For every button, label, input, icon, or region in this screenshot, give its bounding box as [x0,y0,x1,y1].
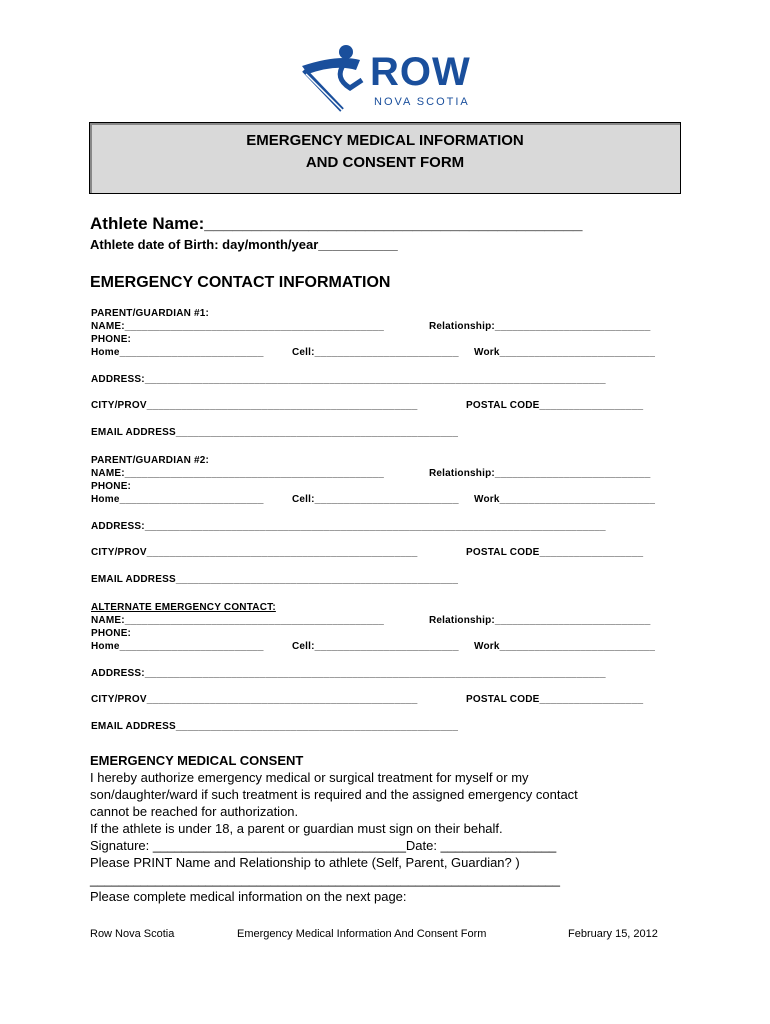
consent-text-line-3: cannot be reached for authorization. [90,804,299,819]
city-prov-field[interactable]: CITY/PROV_______________________________________________ [91,400,418,411]
footer-date: February 15, 2012 [568,928,658,940]
contact-heading: ALTERNATE EMERGENCY CONTACT: [91,602,276,613]
form-title-line-1: EMERGENCY MEDICAL INFORMATION [246,132,524,149]
form-title-line-2: AND CONSENT FORM [305,154,465,171]
print-name-instruction: Please PRINT Name and Relationship to athlete (Self, Parent, Guardian? ) [90,855,520,870]
city-prov-field[interactable]: CITY/PROV_______________________________________________ [91,547,418,558]
relationship-field[interactable]: Relationship:___________________________ [429,321,651,332]
signature-date-field[interactable]: Signature: ___________________________________Date: ________________ [90,838,557,853]
address-field[interactable]: ADDRESS:________________________________________________________________________________ [91,668,606,679]
contact-heading: PARENT/GUARDIAN #1: [91,308,210,319]
home-phone-field[interactable]: Home_________________________ [91,347,264,358]
email-field[interactable]: EMAIL ADDRESS_________________________________________________ [91,574,459,585]
footer-organization: Row Nova Scotia [90,928,175,940]
home-phone-field[interactable]: Home_________________________ [91,641,264,652]
name-field[interactable]: NAME:_____________________________________________ [91,468,385,479]
postal-code-field[interactable]: POSTAL CODE__________________ [466,694,644,705]
row-nova-scotia-logo [298,44,476,114]
form-title-box [89,122,681,194]
home-phone-field[interactable]: Home_________________________ [91,494,264,505]
consent-heading: EMERGENCY MEDICAL CONSENT [90,753,304,768]
name-field[interactable]: NAME:_____________________________________________ [91,321,385,332]
logo-subtitle: NOVA SCOTIA [374,96,470,108]
relationship-field[interactable]: Relationship:___________________________ [429,615,651,626]
cell-phone-field[interactable]: Cell:_________________________ [292,347,459,358]
phone-label: PHONE: [91,628,132,639]
consent-text-line-4: If the athlete is under 18, a parent or guardian must sign on their behalf. [90,821,503,836]
work-phone-field[interactable]: Work___________________________ [474,494,656,505]
footer-document-title: Emergency Medical Information And Consent Form [237,928,487,940]
name-field[interactable]: NAME:_____________________________________________ [91,615,385,626]
print-name-field[interactable]: _________________________________________________________________ [90,872,560,887]
consent-text-line-1: I hereby authorize emergency medical or surgical treatment for myself or my [90,770,529,785]
email-field[interactable]: EMAIL ADDRESS_________________________________________________ [91,721,459,732]
phone-label: PHONE: [91,334,132,345]
city-prov-field[interactable]: CITY/PROV_______________________________________________ [91,694,418,705]
address-field[interactable]: ADDRESS:________________________________________________________________________________ [91,374,606,385]
email-field[interactable]: EMAIL ADDRESS_________________________________________________ [91,427,459,438]
next-page-note: Please complete medical information on the next page: [90,889,407,904]
contact-heading: PARENT/GUARDIAN #2: [91,455,210,466]
emergency-contact-heading: EMERGENCY CONTACT INFORMATION [90,274,391,291]
cell-phone-field[interactable]: Cell:_________________________ [292,641,459,652]
phone-label: PHONE: [91,481,132,492]
relationship-field[interactable]: Relationship:___________________________ [429,468,651,479]
postal-code-field[interactable]: POSTAL CODE__________________ [466,547,644,558]
athlete-dob-field[interactable]: Athlete date of Birth: day/month/year___________ [90,237,398,252]
consent-text-line-2: son/daughter/ward if such treatment is required and the assigned emergency contact [90,787,578,802]
work-phone-field[interactable]: Work___________________________ [474,347,656,358]
logo-wordmark: ROW [370,50,471,94]
address-field[interactable]: ADDRESS:________________________________________________________________________________ [91,521,606,532]
athlete-name-field[interactable]: Athlete Name:________________________________________ [90,214,583,233]
work-phone-field[interactable]: Work___________________________ [474,641,656,652]
cell-phone-field[interactable]: Cell:_________________________ [292,494,459,505]
postal-code-field[interactable]: POSTAL CODE__________________ [466,400,644,411]
